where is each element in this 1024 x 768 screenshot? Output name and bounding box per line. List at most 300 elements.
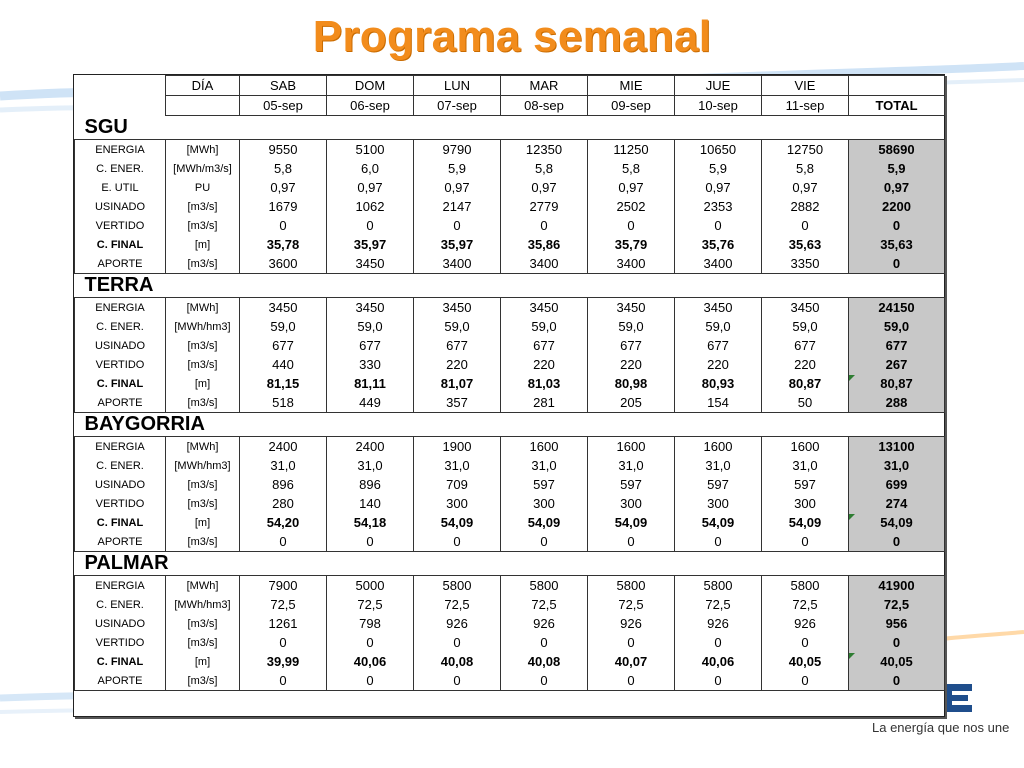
- value-cell: 357: [414, 393, 501, 413]
- value-cell: 72,5: [762, 595, 849, 614]
- value-cell: 300: [675, 494, 762, 513]
- value-cell: 0: [501, 532, 588, 552]
- row-label: USINADO: [75, 475, 166, 494]
- value-cell: 3450: [240, 298, 327, 318]
- value-cell: 597: [588, 475, 675, 494]
- total-cell: [849, 159, 945, 178]
- section-header-row: [75, 552, 945, 576]
- header-spacer: [75, 96, 166, 116]
- value-cell: 440: [240, 355, 327, 374]
- value-cell: 300: [501, 494, 588, 513]
- total-cell: [849, 235, 945, 254]
- value-cell: 677: [501, 336, 588, 355]
- row-unit: [MWh]: [166, 298, 240, 318]
- value-cell: 31,0: [240, 456, 327, 475]
- value-cell: 2882: [762, 197, 849, 216]
- table-row: [75, 159, 945, 178]
- section-header-row: [75, 116, 945, 140]
- value-cell: 35,86: [501, 235, 588, 254]
- header-dates-row: [75, 96, 945, 116]
- value-cell: 1062: [327, 197, 414, 216]
- row-label: VERTIDO: [75, 633, 166, 652]
- total-cell: [849, 494, 945, 513]
- value-cell: 300: [414, 494, 501, 513]
- value-cell: 40,08: [414, 652, 501, 671]
- value-cell: 0: [588, 671, 675, 691]
- value-cell: 5,9: [675, 159, 762, 178]
- value-cell: 40,08: [501, 652, 588, 671]
- value-cell: 54,09: [588, 513, 675, 532]
- value-cell: 0: [675, 671, 762, 691]
- header-day: MIE: [588, 76, 675, 96]
- total-value: 274: [885, 496, 908, 511]
- value-cell: 205: [588, 393, 675, 413]
- total-value: 0: [892, 256, 901, 271]
- table-row: [75, 614, 945, 633]
- value-cell: 59,0: [414, 317, 501, 336]
- value-cell: 896: [327, 475, 414, 494]
- row-label: APORTE: [75, 532, 166, 552]
- value-cell: 35,63: [762, 235, 849, 254]
- table-row: [75, 336, 945, 355]
- total-cell: [849, 254, 945, 274]
- value-cell: 5,9: [414, 159, 501, 178]
- row-unit: [MWh/hm3]: [166, 595, 240, 614]
- plant-name: SGU: [84, 116, 128, 138]
- total-cell: [849, 475, 945, 494]
- value-cell: 31,0: [414, 456, 501, 475]
- table-row: [75, 437, 945, 457]
- row-unit: [m3/s]: [166, 494, 240, 513]
- value-cell: 5,8: [588, 159, 675, 178]
- total-value: 267: [885, 357, 908, 372]
- header-day: SAB: [240, 76, 327, 96]
- value-cell: 72,5: [327, 595, 414, 614]
- row-label: C. ENER.: [75, 456, 166, 475]
- value-cell: 798: [327, 614, 414, 633]
- total-cell: [849, 437, 945, 457]
- value-cell: 0: [762, 671, 849, 691]
- value-cell: 3450: [414, 298, 501, 318]
- value-cell: 5800: [588, 576, 675, 596]
- value-cell: 0: [501, 671, 588, 691]
- value-cell: 40,06: [327, 652, 414, 671]
- value-cell: 59,0: [588, 317, 675, 336]
- row-unit: [m3/s]: [166, 633, 240, 652]
- total-cell: [849, 178, 945, 197]
- value-cell: 0: [327, 633, 414, 652]
- value-cell: 0,97: [501, 178, 588, 197]
- total-value: 956: [885, 616, 908, 631]
- total-cell: [849, 393, 945, 413]
- value-cell: 0: [762, 216, 849, 235]
- value-cell: 926: [588, 614, 675, 633]
- total-cell: [849, 317, 945, 336]
- total-cell: [849, 513, 945, 532]
- row-unit: [m3/s]: [166, 355, 240, 374]
- header-date: 06-sep: [327, 96, 414, 116]
- value-cell: 3600: [240, 254, 327, 274]
- row-unit: [MWh/hm3]: [166, 456, 240, 475]
- value-cell: 5800: [762, 576, 849, 596]
- value-cell: 80,93: [675, 374, 762, 393]
- total-cell: [849, 140, 945, 160]
- value-cell: 59,0: [675, 317, 762, 336]
- row-unit: [m3/s]: [166, 197, 240, 216]
- value-cell: 3450: [501, 298, 588, 318]
- value-cell: 709: [414, 475, 501, 494]
- header-date: 10-sep: [675, 96, 762, 116]
- plant-name: BAYGORRIA: [84, 413, 205, 435]
- value-cell: 12350: [501, 140, 588, 160]
- value-cell: 677: [240, 336, 327, 355]
- row-unit: [m3/s]: [166, 532, 240, 552]
- value-cell: 31,0: [327, 456, 414, 475]
- value-cell: 12750: [762, 140, 849, 160]
- total-value: 0: [892, 673, 901, 688]
- row-unit: [m]: [166, 652, 240, 671]
- value-cell: 0: [675, 216, 762, 235]
- row-label: USINADO: [75, 614, 166, 633]
- value-cell: 6,0: [327, 159, 414, 178]
- value-cell: 3450: [675, 298, 762, 318]
- total-cell: [849, 197, 945, 216]
- header-date: 11-sep: [762, 96, 849, 116]
- value-cell: 35,79: [588, 235, 675, 254]
- value-cell: 5800: [414, 576, 501, 596]
- value-cell: 1600: [762, 437, 849, 457]
- value-cell: 40,06: [675, 652, 762, 671]
- value-cell: 31,0: [588, 456, 675, 475]
- row-label: ENERGIA: [75, 298, 166, 318]
- value-cell: 10650: [675, 140, 762, 160]
- row-label: C. FINAL: [75, 652, 166, 671]
- value-cell: 59,0: [501, 317, 588, 336]
- row-label: VERTIDO: [75, 355, 166, 374]
- table-row: [75, 494, 945, 513]
- comment-flag-icon: [849, 514, 855, 520]
- row-unit: [m3/s]: [166, 671, 240, 691]
- value-cell: 220: [675, 355, 762, 374]
- table-row: [75, 317, 945, 336]
- value-cell: 0: [675, 633, 762, 652]
- value-cell: 300: [588, 494, 675, 513]
- value-cell: 3450: [327, 254, 414, 274]
- row-label: USINADO: [75, 336, 166, 355]
- header-date: 05-sep: [240, 96, 327, 116]
- table-row: [75, 475, 945, 494]
- total-value: 0: [892, 534, 901, 549]
- row-unit: [MWh/m3/s]: [166, 159, 240, 178]
- value-cell: 597: [675, 475, 762, 494]
- total-cell: [849, 633, 945, 652]
- total-value: 2200: [882, 199, 911, 214]
- value-cell: 54,20: [240, 513, 327, 532]
- total-cell: [849, 355, 945, 374]
- table-row: [75, 140, 945, 160]
- value-cell: 0: [501, 216, 588, 235]
- header-days-row: [75, 76, 945, 96]
- value-cell: 3350: [762, 254, 849, 274]
- value-cell: 3400: [501, 254, 588, 274]
- value-cell: 0: [588, 532, 675, 552]
- table-row: [75, 178, 945, 197]
- row-label: C. FINAL: [75, 374, 166, 393]
- value-cell: 0: [588, 633, 675, 652]
- value-cell: 926: [762, 614, 849, 633]
- total-value: 0,97: [883, 180, 910, 195]
- value-cell: 0,97: [414, 178, 501, 197]
- value-cell: 3450: [327, 298, 414, 318]
- value-cell: 280: [240, 494, 327, 513]
- value-cell: 154: [675, 393, 762, 413]
- value-cell: 81,03: [501, 374, 588, 393]
- table-row: [75, 456, 945, 475]
- value-cell: 40,05: [762, 652, 849, 671]
- row-unit: [m]: [166, 513, 240, 532]
- value-cell: 54,09: [675, 513, 762, 532]
- value-cell: 5,8: [762, 159, 849, 178]
- value-cell: 9550: [240, 140, 327, 160]
- section-header-row: [75, 274, 945, 298]
- value-cell: 0,97: [675, 178, 762, 197]
- table-row: [75, 576, 945, 596]
- table-row: [75, 235, 945, 254]
- value-cell: 220: [588, 355, 675, 374]
- value-cell: 896: [240, 475, 327, 494]
- value-cell: 2502: [588, 197, 675, 216]
- header-day: MAR: [501, 76, 588, 96]
- row-label: ENERGIA: [75, 576, 166, 596]
- row-label: VERTIDO: [75, 494, 166, 513]
- table-row: [75, 652, 945, 671]
- header-dia-label: DÍA: [166, 76, 240, 96]
- row-label: ENERGIA: [75, 437, 166, 457]
- schedule-table-container: [73, 74, 945, 717]
- plant-name: TERRA: [84, 274, 154, 296]
- table-row: [75, 393, 945, 413]
- value-cell: 31,0: [501, 456, 588, 475]
- value-cell: 39,99: [240, 652, 327, 671]
- value-cell: 0: [240, 532, 327, 552]
- value-cell: 0,97: [327, 178, 414, 197]
- value-cell: 40,07: [588, 652, 675, 671]
- value-cell: 7900: [240, 576, 327, 596]
- value-cell: 2353: [675, 197, 762, 216]
- row-unit: [m3/s]: [166, 216, 240, 235]
- value-cell: 0: [327, 216, 414, 235]
- row-label: APORTE: [75, 393, 166, 413]
- value-cell: 597: [762, 475, 849, 494]
- total-cell: [849, 614, 945, 633]
- value-cell: 81,07: [414, 374, 501, 393]
- value-cell: 220: [501, 355, 588, 374]
- row-unit: PU: [166, 178, 240, 197]
- value-cell: 1900: [414, 437, 501, 457]
- value-cell: 1600: [588, 437, 675, 457]
- section-header-row: [75, 413, 945, 437]
- header-date: 09-sep: [588, 96, 675, 116]
- value-cell: 0: [327, 532, 414, 552]
- value-cell: 11250: [588, 140, 675, 160]
- company-slogan: La energía que nos une: [872, 720, 1010, 735]
- total-cell: [849, 336, 945, 355]
- header-total-label: TOTAL: [849, 96, 945, 116]
- total-cell: [849, 671, 945, 691]
- value-cell: 80,87: [762, 374, 849, 393]
- value-cell: 449: [327, 393, 414, 413]
- total-cell: [849, 456, 945, 475]
- comment-flag-icon: [849, 653, 855, 659]
- row-unit: [MWh]: [166, 576, 240, 596]
- page-title: Programa semanal: [312, 12, 712, 61]
- total-value: 13100: [878, 439, 915, 454]
- total-cell: [849, 298, 945, 318]
- value-cell: 50: [762, 393, 849, 413]
- value-cell: 31,0: [675, 456, 762, 475]
- value-cell: 140: [327, 494, 414, 513]
- value-cell: 5,8: [501, 159, 588, 178]
- value-cell: 677: [588, 336, 675, 355]
- table-row: [75, 671, 945, 691]
- total-value: 288: [885, 395, 908, 410]
- total-value: 58690: [878, 142, 915, 157]
- row-label: C. FINAL: [75, 513, 166, 532]
- total-value: 699: [885, 477, 908, 492]
- value-cell: 2147: [414, 197, 501, 216]
- row-label: VERTIDO: [75, 216, 166, 235]
- row-unit: [MWh]: [166, 140, 240, 160]
- value-cell: 300: [762, 494, 849, 513]
- value-cell: 35,78: [240, 235, 327, 254]
- value-cell: 0: [327, 671, 414, 691]
- value-cell: 0,97: [588, 178, 675, 197]
- value-cell: 5,8: [240, 159, 327, 178]
- row-unit: [m]: [166, 374, 240, 393]
- row-label: E. UTIL: [75, 178, 166, 197]
- value-cell: 31,0: [762, 456, 849, 475]
- value-cell: 5800: [675, 576, 762, 596]
- value-cell: 80,98: [588, 374, 675, 393]
- value-cell: 518: [240, 393, 327, 413]
- total-cell: [849, 652, 945, 671]
- value-cell: 3400: [675, 254, 762, 274]
- value-cell: 0: [414, 216, 501, 235]
- value-cell: 5000: [327, 576, 414, 596]
- value-cell: 0: [762, 532, 849, 552]
- value-cell: 0: [240, 671, 327, 691]
- value-cell: 220: [762, 355, 849, 374]
- total-value: 59,0: [883, 319, 910, 334]
- header-date: 08-sep: [501, 96, 588, 116]
- value-cell: 72,5: [414, 595, 501, 614]
- table-row: [75, 216, 945, 235]
- value-cell: 0: [762, 633, 849, 652]
- total-value: 677: [885, 338, 908, 353]
- value-cell: 597: [501, 475, 588, 494]
- header-day: DOM: [327, 76, 414, 96]
- total-value: 5,9: [887, 161, 906, 176]
- value-cell: 677: [762, 336, 849, 355]
- row-unit: [MWh]: [166, 437, 240, 457]
- row-label: APORTE: [75, 671, 166, 691]
- row-label: C. ENER.: [75, 317, 166, 336]
- value-cell: 1600: [675, 437, 762, 457]
- row-unit: [m3/s]: [166, 475, 240, 494]
- table-row: [75, 197, 945, 216]
- value-cell: 0: [675, 532, 762, 552]
- table-row: [75, 532, 945, 552]
- total-value: 24150: [878, 300, 915, 315]
- value-cell: 220: [414, 355, 501, 374]
- total-value: 54,09: [880, 515, 913, 530]
- value-cell: 2400: [327, 437, 414, 457]
- comment-flag-icon: [849, 375, 855, 381]
- value-cell: 926: [675, 614, 762, 633]
- value-cell: 9790: [414, 140, 501, 160]
- total-value: 31,0: [883, 458, 910, 473]
- value-cell: 3450: [588, 298, 675, 318]
- value-cell: 0: [240, 216, 327, 235]
- total-value: 72,5: [883, 597, 910, 612]
- value-cell: 0: [414, 671, 501, 691]
- value-cell: 81,11: [327, 374, 414, 393]
- row-unit: [MWh/hm3]: [166, 317, 240, 336]
- table-row: [75, 355, 945, 374]
- value-cell: 72,5: [240, 595, 327, 614]
- value-cell: 0: [414, 633, 501, 652]
- schedule-table-body: [75, 76, 945, 691]
- value-cell: 54,09: [501, 513, 588, 532]
- table-row: [75, 513, 945, 532]
- table-row: [75, 595, 945, 614]
- value-cell: 5100: [327, 140, 414, 160]
- value-cell: 59,0: [327, 317, 414, 336]
- header-total-spacer: [849, 76, 945, 96]
- value-cell: 3450: [762, 298, 849, 318]
- value-cell: 0: [501, 633, 588, 652]
- value-cell: 281: [501, 393, 588, 413]
- value-cell: 72,5: [501, 595, 588, 614]
- value-cell: 35,97: [414, 235, 501, 254]
- header-day: VIE: [762, 76, 849, 96]
- value-cell: 1600: [501, 437, 588, 457]
- value-cell: 59,0: [762, 317, 849, 336]
- row-unit: [m]: [166, 235, 240, 254]
- row-label: USINADO: [75, 197, 166, 216]
- total-cell: [849, 595, 945, 614]
- weekly-schedule-table: [74, 75, 945, 691]
- value-cell: 926: [414, 614, 501, 633]
- total-cell: [849, 374, 945, 393]
- total-value: 41900: [878, 578, 915, 593]
- row-unit: [m3/s]: [166, 393, 240, 413]
- header-spacer: [75, 76, 166, 96]
- plant-name: PALMAR: [84, 552, 169, 574]
- total-value: 80,87: [880, 376, 913, 391]
- value-cell: 3400: [588, 254, 675, 274]
- table-row: [75, 254, 945, 274]
- value-cell: 35,76: [675, 235, 762, 254]
- value-cell: 0: [240, 633, 327, 652]
- header-date: 07-sep: [414, 96, 501, 116]
- value-cell: 35,97: [327, 235, 414, 254]
- value-cell: 330: [327, 355, 414, 374]
- total-cell: [849, 576, 945, 596]
- value-cell: 677: [327, 336, 414, 355]
- value-cell: 59,0: [240, 317, 327, 336]
- header-day: JUE: [675, 76, 762, 96]
